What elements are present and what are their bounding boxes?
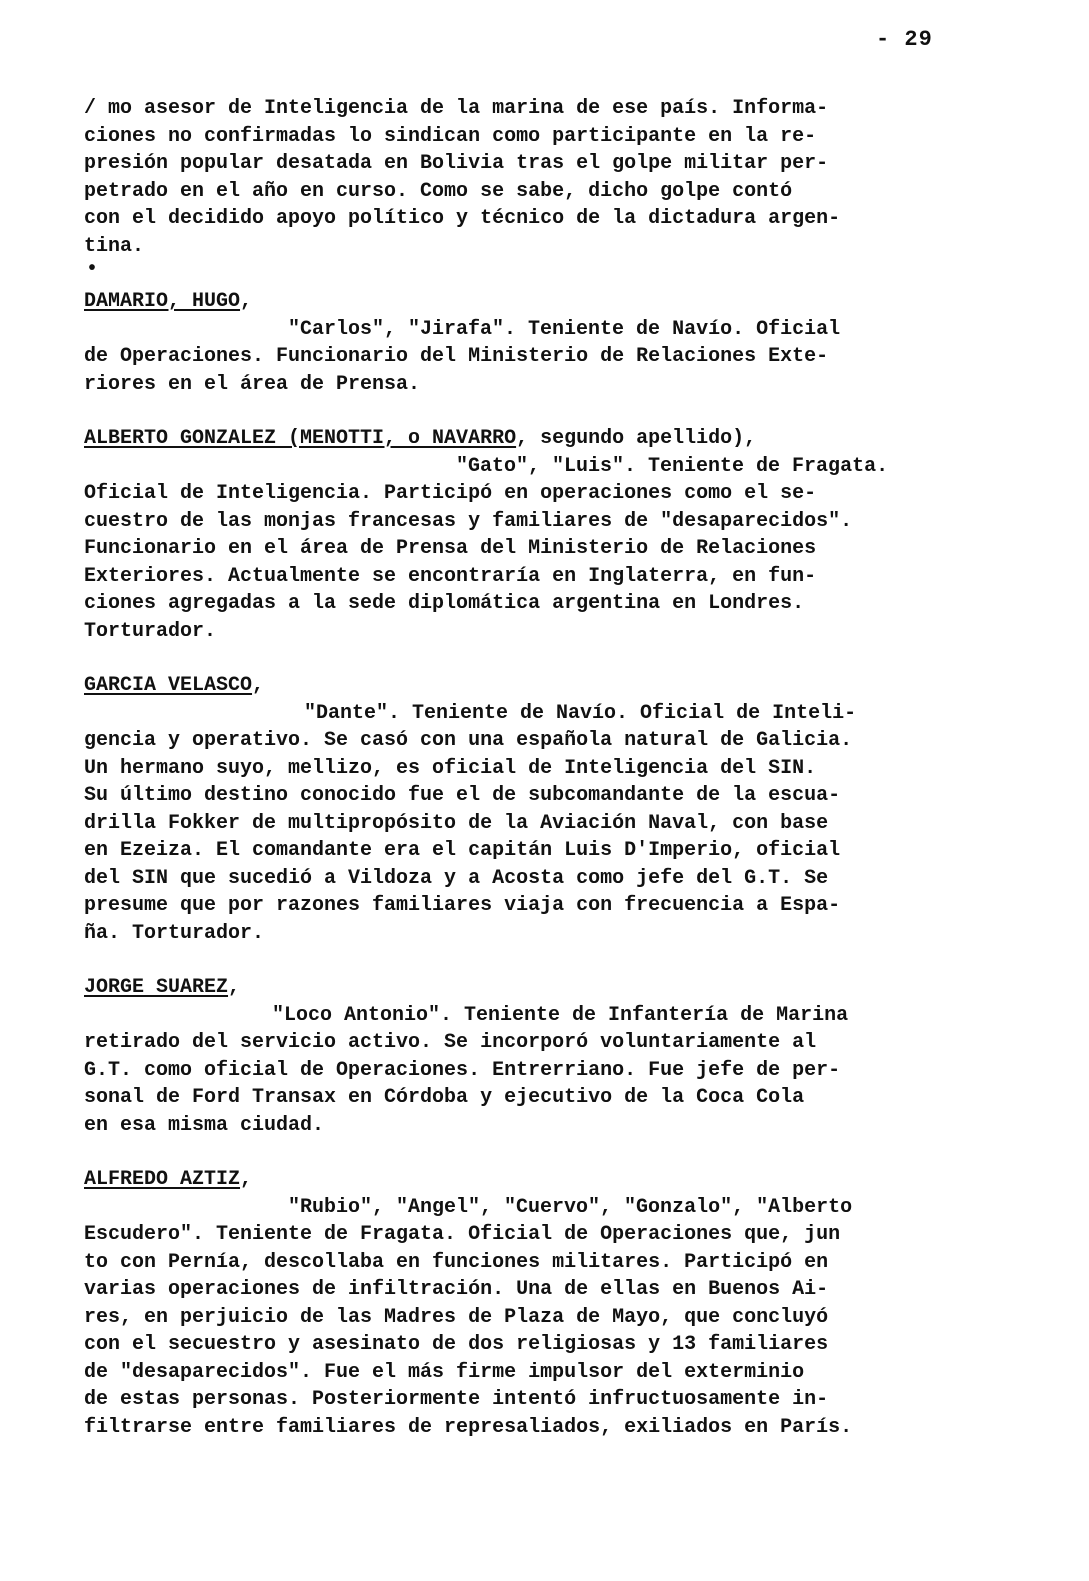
text-line: tina. [84, 234, 145, 258]
entry-heading [84, 974, 1004, 1002]
text-line: ña. Torturador. [84, 921, 265, 945]
entry-name: JORGE SUAREZ [84, 976, 229, 999]
document-body [84, 95, 1004, 1441]
text-line: de "desaparecidos". Fue el más firme impulsor del exterminio [84, 1360, 805, 1384]
entry-name: DAMARIO, HUGO [84, 290, 241, 313]
entry-garcia-velasco [84, 672, 1004, 947]
text-line: ciones agregadas a la sede diplomática argentina en Londres. [84, 592, 805, 615]
text-line: en Ezeiza. El comandante era el capitán Luis D'Imperio, oficial [84, 839, 841, 862]
text-line: riores en el área de Prensa. [84, 372, 421, 396]
entry-name: ALBERTO GONZALEZ (MENOTTI, o NAVARRO [84, 427, 517, 450]
entry-alberto-gonzalez [84, 425, 1004, 645]
text-line: con el secuestro y asesinato de dos religiosas y 13 familiares [84, 1333, 829, 1356]
text-line: presión popular desatada en Bolivia tras el golpe militar per- [84, 152, 829, 175]
text-line: de Operaciones. Funcionario del Ministerio de Relaciones Exte- [84, 345, 829, 368]
text-line: "Loco Antonio". Teniente de Infantería de Marina [272, 1003, 849, 1027]
text-line: con el decidido apoyo político y técnico de la dictadura argen- [84, 207, 841, 230]
entry-name-suffix: , [252, 674, 265, 697]
entry-name: ALFREDO AZTIZ [84, 1168, 241, 1191]
text-line: filtrarse entre familiares de represaliados, exiliados en París. [84, 1415, 853, 1439]
text-line: Torturador. [84, 619, 217, 643]
text-line: "Rubio", "Angel", "Cuervo", "Gonzalo", "Alberto [288, 1195, 853, 1219]
text-line: / mo asesor de Inteligencia de la marina de ese país. Informa- [84, 97, 829, 120]
text-line: sonal de Ford Transax en Córdoba y ejecutivo de la Coca Cola [84, 1086, 805, 1109]
entry-heading [84, 1166, 1004, 1194]
entry-alfredo-aztiz [84, 1166, 1004, 1441]
text-line: Exteriores. Actualmente se encontraría en Inglaterra, en fun- [84, 564, 817, 588]
entry-name: GARCIA VELASCO [84, 674, 253, 697]
text-line: Su último destino conocido fue el de subcomandante de la escua- [84, 784, 841, 807]
text-line: Oficial de Inteligencia. Participó en operaciones como el se- [84, 482, 817, 505]
text-line: to con Pernía, descollaba en funciones militares. Participó en [84, 1250, 829, 1274]
text-line: res, en perjuicio de las Madres de Plaza de Mayo, que concluyó [84, 1305, 829, 1329]
text-line: del SIN que sucedió a Vildoza y a Acosta como jefe del G.T. Se [84, 866, 829, 890]
text-line: ciones no confirmadas lo sindican como participante en la re- [84, 124, 817, 148]
text-line: "Carlos", "Jirafa". Teniente de Navío. Oficial [288, 317, 841, 341]
text-line: en esa misma ciudad. [84, 1113, 325, 1137]
entry-heading [84, 672, 1004, 700]
entry-heading [84, 288, 1004, 316]
entry-damario [84, 288, 1004, 398]
text-line: retirado del servicio activo. Se incorporó voluntariamente al [84, 1031, 817, 1054]
entry-jorge-suarez [84, 974, 1004, 1139]
text-line: petrado en el año en curso. Como se sabe, dicho golpe contó [84, 179, 793, 203]
page-number: - 29 [876, 27, 933, 52]
entry-name-suffix: , [228, 976, 241, 999]
text-line: varias operaciones de infiltración. Una de ellas en Buenos Ai- [84, 1278, 829, 1301]
text-line: Un hermano suyo, mellizo, es oficial de Inteligencia del SIN. [84, 756, 817, 780]
text-line: "Gato", "Luis". Teniente de Fragata. [456, 454, 889, 478]
intro-paragraph [84, 95, 1004, 260]
entry-heading [84, 425, 1004, 453]
text-line: G.T. como oficial de Operaciones. Entrerriano. Fue jefe de per- [84, 1058, 841, 1082]
entry-name-suffix: , segundo apellido), [516, 427, 757, 450]
bullet-mark: • [86, 258, 99, 281]
text-line: drilla Fokker de multipropósito de la Aviación Naval, con base [84, 811, 829, 835]
text-line: de estas personas. Posteriormente intentó infructuosamente in- [84, 1388, 829, 1411]
text-line: "Dante". Teniente de Navío. Oficial de Inteli- [304, 701, 857, 725]
text-line: presume que por razones familiares viaja con frecuencia a Espa- [84, 894, 841, 917]
entry-name-suffix: , [240, 1168, 253, 1191]
text-line: gencia y operativo. Se casó con una española natural de Galicia. [84, 729, 853, 752]
entry-name-suffix: , [240, 290, 253, 313]
text-line: Funcionario en el área de Prensa del Ministerio de Relaciones [84, 537, 817, 560]
text-line: Escudero". Teniente de Fragata. Oficial de Operaciones que, jun [84, 1223, 841, 1246]
text-line: cuestro de las monjas francesas y familiares de "desaparecidos". [84, 509, 853, 533]
